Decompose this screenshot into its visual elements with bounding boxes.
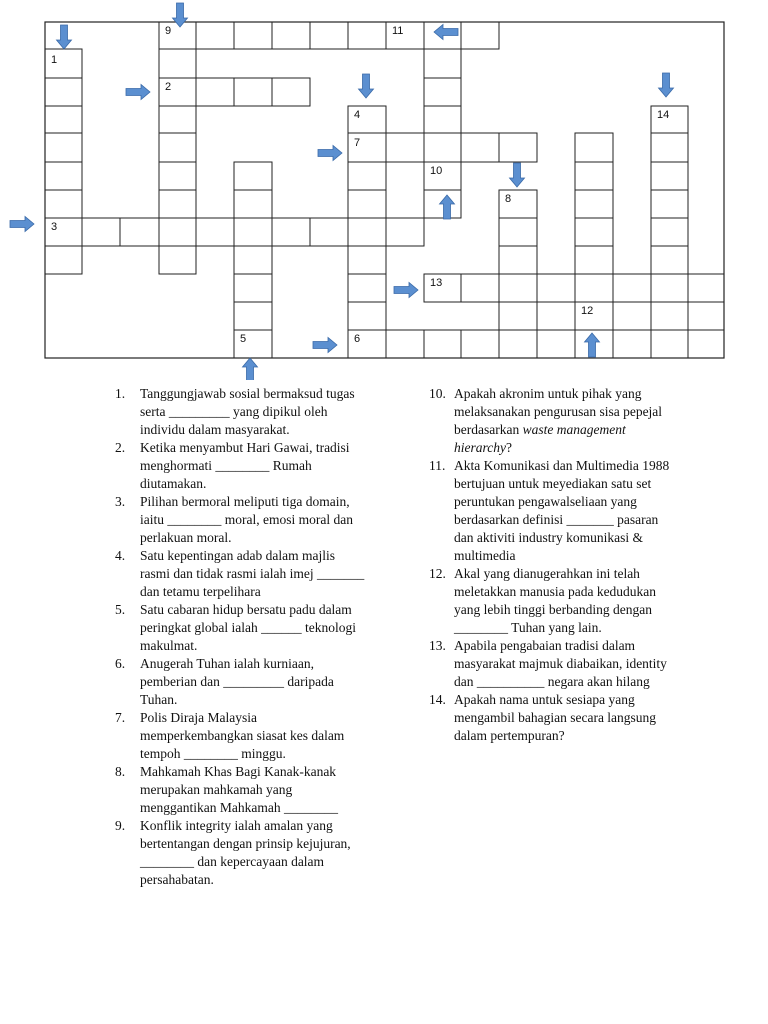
grid-cell[interactable] <box>159 133 196 162</box>
arrow-down-icon <box>659 73 674 97</box>
arrow-right-icon <box>10 217 34 232</box>
grid-cell[interactable] <box>499 218 537 246</box>
clue-number: 12. <box>429 566 446 581</box>
grid-cell[interactable] <box>613 330 651 358</box>
grid-cell[interactable] <box>651 162 688 190</box>
grid-cell[interactable] <box>348 246 386 274</box>
grid-cell[interactable] <box>461 22 499 49</box>
grid-cell[interactable] <box>348 274 386 302</box>
clue-number: 2. <box>115 440 126 455</box>
grid-cell[interactable] <box>159 246 196 274</box>
arrow-right-icon <box>313 338 337 353</box>
clue-list-left <box>115 385 365 889</box>
clue-text: Tanggungjawab sosial bermaksud tugas serta _________ yang dipikul oleh individu dalam masyarakat. <box>140 386 355 437</box>
grid-cell[interactable] <box>234 218 272 246</box>
grid-cell[interactable] <box>499 246 537 274</box>
grid-cell[interactable] <box>424 330 461 358</box>
grid-cell[interactable] <box>651 330 688 358</box>
clue-text: Apakah nama untuk sesiapa yang mengambil bahagian secara langsung dalam pertempuran? <box>454 692 657 743</box>
clue-text: Anugerah Tuhan ialah kurniaan, pemberian dan _________ daripada Tuhan. <box>140 656 334 707</box>
grid-cell[interactable] <box>424 133 461 162</box>
clue-number: 14. <box>429 692 446 707</box>
cell-number-11: 11 <box>392 25 404 37</box>
grid-cell[interactable] <box>272 22 310 49</box>
arrow-right-icon <box>126 85 150 100</box>
grid-cell[interactable] <box>537 274 575 302</box>
grid-cell[interactable] <box>196 218 234 246</box>
clue-text: Satu cabaran hidup bersatu padu dalam peringkat global ialah ______ teknologi makulmat. <box>140 602 356 653</box>
grid-cell[interactable] <box>159 218 196 246</box>
clue-text: Konflik integrity ialah amalan yang bertentangan dengan prinsip kejujuran, ________ dan kepercayaan dalam persahabatan. <box>140 818 351 887</box>
clue-item <box>115 817 365 889</box>
grid-cell[interactable] <box>348 22 386 49</box>
cell-number-13: 13 <box>430 277 443 289</box>
grid-cell[interactable] <box>499 274 537 302</box>
grid-cell[interactable] <box>386 218 424 246</box>
grid-cell[interactable] <box>575 162 613 190</box>
clue-number: 7. <box>115 710 126 725</box>
clue-text: Polis Diraja Malaysia memperkembangkan siasat kes dalam tempoh ________ minggu. <box>140 710 345 761</box>
grid-cell[interactable] <box>575 218 613 246</box>
grid-cell[interactable] <box>234 190 272 218</box>
cell-numbers <box>51 25 669 345</box>
cell-number-8: 8 <box>505 193 512 205</box>
clue-item <box>115 763 365 817</box>
clue-item <box>429 385 674 457</box>
grid-cell[interactable] <box>537 330 575 358</box>
clue-text: Akta Komunikasi dan Multimedia 1988 bertujuan untuk meyediakan satu set peruntukan pengawalseliaan yang berdasarkan definisi _______ pasaran dan aktiviti industry komunikasi & multimedia <box>454 458 670 563</box>
grid-cell[interactable] <box>424 106 461 133</box>
grid-cell[interactable] <box>688 330 724 358</box>
clue-item <box>115 655 365 709</box>
grid-cell[interactable] <box>499 330 537 358</box>
grid-cell[interactable] <box>386 330 424 358</box>
grid-cell[interactable] <box>196 78 234 106</box>
clue-item <box>115 601 365 655</box>
grid-cell[interactable] <box>234 246 272 274</box>
clue-italic-term: waste management hierarchy <box>454 422 626 455</box>
clue-number: 13. <box>429 638 446 653</box>
clue-text: Ketika menyambut Hari Gawai, tradisi menghormati ________ Rumah diutamakan. <box>140 440 350 491</box>
grid-cell[interactable] <box>575 274 613 302</box>
grid-cell[interactable] <box>613 274 651 302</box>
grid-cell[interactable] <box>45 106 82 133</box>
clue-text: Satu kepentingan adab dalam majlis rasmi dan tidak rasmi ialah imej _______ dan tetamu terpelihara <box>140 548 365 599</box>
grid-cell[interactable] <box>424 49 461 78</box>
clue-number: 10. <box>429 386 446 401</box>
grid-cell[interactable] <box>159 162 196 190</box>
cell-number-14: 14 <box>657 109 670 121</box>
clue-number: 4. <box>115 548 126 563</box>
clue-list-right <box>429 385 674 745</box>
arrow-up-icon <box>243 358 258 380</box>
arrow-down-icon <box>173 3 188 27</box>
clue-item <box>115 547 365 601</box>
clue-number: 6. <box>115 656 126 671</box>
grid-cell[interactable] <box>310 22 348 49</box>
grid-cell[interactable] <box>424 78 461 106</box>
direction-arrows <box>10 3 674 380</box>
cell-number-2: 2 <box>165 81 172 93</box>
grid-cell[interactable] <box>348 218 386 246</box>
grid-cell[interactable] <box>651 190 688 218</box>
clue-item <box>115 439 365 493</box>
grid-cell[interactable] <box>499 302 537 330</box>
grid-cell[interactable] <box>234 162 272 190</box>
clue-item <box>429 457 674 565</box>
clue-item <box>429 691 674 745</box>
grid-cell[interactable] <box>386 133 424 162</box>
grid-cell[interactable] <box>234 78 272 106</box>
grid-cell[interactable] <box>159 190 196 218</box>
grid-cell[interactable] <box>461 330 499 358</box>
cell-number-7: 7 <box>354 137 361 149</box>
grid-cell[interactable] <box>575 133 613 162</box>
grid-cell[interactable] <box>272 78 310 106</box>
cell-number-1: 1 <box>51 54 58 66</box>
clue-text: Akal yang dianugerahkan ini telah meletakkan manusia pada kedudukan yang lebih tinggi berbanding dengan ________ Tuhan yang lain. <box>454 566 657 635</box>
grid-cell[interactable] <box>651 302 688 330</box>
cell-number-4: 4 <box>354 109 361 121</box>
arrow-up-icon <box>585 333 600 357</box>
grid-cell[interactable] <box>348 302 386 330</box>
grid-cell[interactable] <box>651 218 688 246</box>
grid-cell[interactable] <box>499 133 537 162</box>
grid-cell[interactable] <box>575 190 613 218</box>
crossword-grid <box>0 0 768 380</box>
arrow-up-icon <box>440 195 455 219</box>
grid-cell[interactable] <box>651 133 688 162</box>
grid-cells <box>45 22 724 358</box>
clue-text: Apabila pengabaian tradisi dalam masyarakat majmuk diabaikan, identity dan __________ negara akan hilang <box>454 638 667 689</box>
grid-cell[interactable] <box>310 218 348 246</box>
arrow-left-icon <box>434 25 458 40</box>
grid-cell[interactable] <box>45 246 82 274</box>
arrow-down-icon <box>510 163 525 187</box>
grid-cell[interactable] <box>159 49 196 78</box>
clue-text: Pilihan bermoral meliputi tiga domain, iaitu ________ moral, emosi moral dan perlakuan moral. <box>140 494 353 545</box>
cell-number-5: 5 <box>240 333 247 345</box>
grid-cell[interactable] <box>348 190 386 218</box>
grid-cell[interactable] <box>45 133 82 162</box>
cell-number-9: 9 <box>165 25 172 37</box>
grid-cell[interactable] <box>651 246 688 274</box>
clue-number: 9. <box>115 818 126 833</box>
clue-text: Apakah akronim untuk pihak yang melaksanakan pengurusan sisa pepejal berdasarkan <box>454 386 663 437</box>
clue-suffix: ? <box>505 440 512 455</box>
grid-cell[interactable] <box>45 162 82 190</box>
grid-cell[interactable] <box>45 78 82 106</box>
clue-number: 8. <box>115 764 126 779</box>
cell-number-10: 10 <box>430 165 443 177</box>
clue-number: 3. <box>115 494 126 509</box>
arrow-right-icon <box>318 146 342 161</box>
grid-cell[interactable] <box>688 274 724 302</box>
clue-item <box>115 493 365 547</box>
arrow-right-icon <box>394 283 418 298</box>
grid-cell[interactable] <box>82 218 120 246</box>
arrow-down-icon <box>359 74 374 98</box>
arrow-down-icon <box>57 25 72 49</box>
grid-cell[interactable] <box>272 218 310 246</box>
grid-cell[interactable] <box>234 302 272 330</box>
clue-item <box>429 565 674 637</box>
grid-cell[interactable] <box>45 190 82 218</box>
clue-number: 11. <box>429 458 446 473</box>
grid-cell[interactable] <box>234 274 272 302</box>
cell-number-3: 3 <box>51 221 58 233</box>
grid-cell[interactable] <box>159 106 196 133</box>
clue-text: Mahkamah Khas Bagi Kanak-kanak merupakan mahkamah yang menggantikan Mahkamah ________ <box>140 764 338 815</box>
grid-cell[interactable] <box>234 22 272 49</box>
clue-item <box>429 637 674 691</box>
grid-cell[interactable] <box>651 274 688 302</box>
grid-cell[interactable] <box>575 246 613 274</box>
cell-number-12: 12 <box>581 305 594 317</box>
clue-item <box>115 385 365 439</box>
clue-item <box>115 709 365 763</box>
cell-number-6: 6 <box>354 333 361 345</box>
grid-cell[interactable] <box>196 22 234 49</box>
grid-cell[interactable] <box>461 274 499 302</box>
grid-cell[interactable] <box>120 218 159 246</box>
grid-cell[interactable] <box>348 162 386 190</box>
clue-number: 1. <box>115 386 126 401</box>
clue-number: 5. <box>115 602 126 617</box>
grid-cell[interactable] <box>461 133 499 162</box>
